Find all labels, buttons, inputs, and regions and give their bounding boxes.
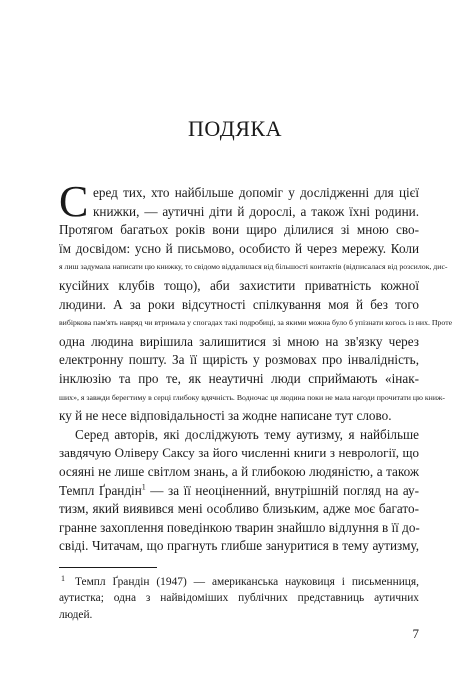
text-line: вибіркова пам'ять навряд чи втримала у спогадах такі подробиці, за якими можна було б упізнати когось із них. Проте [59, 318, 453, 328]
footnote-mark: 1 [61, 574, 65, 583]
text-line: тизм, який виявився мені особливо близьким, адже моє багато- [59, 501, 419, 517]
footnote-reference[interactable]: 1 [141, 482, 146, 492]
footnote-line: людей. [59, 608, 93, 621]
text-line: людини. А за роки відсутності спілкування моя й без того [59, 296, 419, 312]
text-line: осяяні не лише світлом знань, а й глибокою людяністю, а також [59, 463, 419, 479]
page-number: 7 [412, 626, 419, 641]
footnote [59, 574, 419, 623]
text-line: одна людина вирішила залишитися зі мною на зв'язку через [59, 333, 419, 349]
footnote-divider [59, 567, 157, 568]
paragraph-1 [59, 177, 453, 426]
text-line: С еред тих, хто найбільше допоміг у дослідженні для цієї [59, 177, 419, 226]
paragraph-2 [59, 426, 419, 556]
text-line: завдячую Оліверу Саксу за його численні книги з неврології, що [59, 445, 419, 461]
text-line: їм досвідом: усно й письмово, особисто й через мережу. Коли [59, 240, 419, 256]
text-line: Серед авторів, які досліджують тему аутизму, я найбільше [75, 426, 419, 442]
text-line: книжки, — аутичні діти й дорослі, а також їхні родини. [93, 203, 419, 219]
text-line: гранне захоплення поведінкою тварин знайшло відлуння в її до- [59, 519, 420, 535]
page-heading: ПОДЯКА [188, 116, 282, 141]
footnote-line: аутистка; одна з найвідоміших публічних представниць аутичних [59, 592, 419, 605]
text-line: електронну пошту. За її щирість у розмовах про інвалідність, [59, 352, 419, 368]
text-line: ку й не несе відповідальності за жодне написане тут слово. [59, 408, 392, 424]
text-line: Темпл Ґрандін$^1$ — за її неоціненний, внутрішній погляд на ау- [59, 482, 419, 498]
text-line: інклюзію та про те, як неаутичні люди сприймають «інак- [59, 370, 419, 386]
footnote-line: 1 Темпл Ґрандін (1947) — американська науковиця і письменниця, [59, 574, 419, 590]
main-text [59, 177, 453, 556]
text-line: свіді. Читачам, що прагнуть глибше зануритися в тему аутизму, [59, 538, 419, 554]
text-line: Протягом багатьох років вони щиро ділилися зі мною сво- [59, 222, 419, 238]
text-line: я лиш задумала написати цю книжку, то свідомо віддалилася від більшості контактів (відписалася від розсилок, дис- [59, 262, 448, 272]
text-line: кусійних клубів тощо), аби захистити приватність кожної [59, 277, 419, 293]
drop-cap: С [59, 177, 89, 226]
text-line: ших», я завжди берегтиму в серці глибоку вдячність. Водночас ця людина поки не мала нагоди прочитати цю книж- [59, 392, 445, 402]
